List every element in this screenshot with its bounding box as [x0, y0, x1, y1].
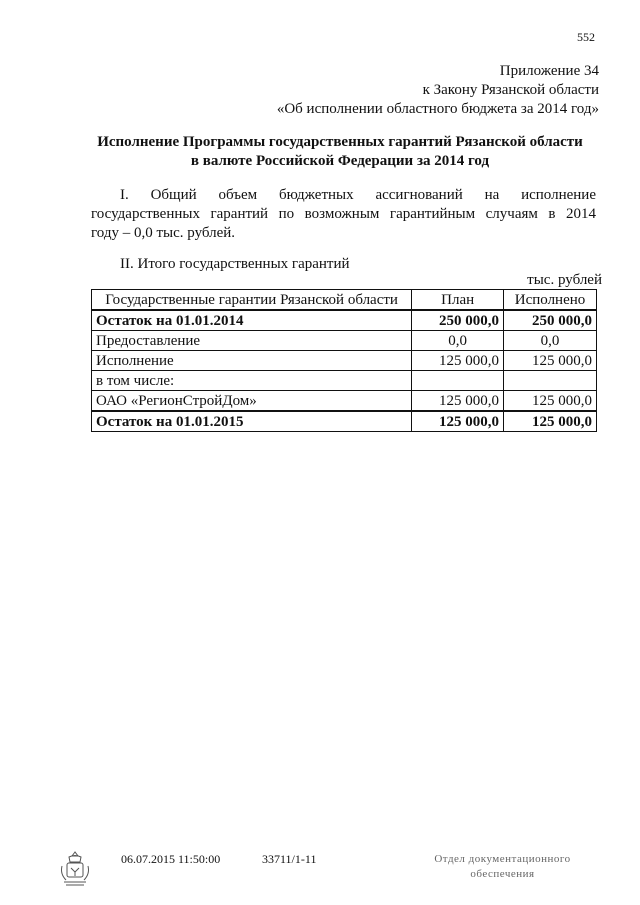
table-row: [92, 331, 597, 351]
plan-cell: 125 000,0: [412, 411, 504, 432]
section-1-word: ассигнований: [375, 187, 463, 203]
section-1-word: I.: [120, 187, 129, 203]
table-row: [92, 310, 597, 331]
done-cell: 250 000,0: [504, 310, 597, 331]
guarantees-table: [91, 289, 597, 432]
section-1-paragraph: [91, 186, 596, 243]
row-label: Остаток на 01.01.2015: [92, 411, 412, 432]
row-label: Остаток на 01.01.2014: [92, 310, 412, 331]
table-row: [92, 351, 597, 371]
coat-of-arms-icon: [58, 850, 92, 888]
table-row: [92, 411, 597, 432]
done-cell: [504, 371, 597, 391]
done-cell: 125 000,0: [504, 351, 597, 371]
footer-reg-number: 33711/1-11: [262, 852, 317, 866]
done-cell: 125 000,0: [504, 391, 597, 412]
section-1-word: Общий: [150, 187, 197, 203]
units-label: тыс. рублей: [527, 272, 602, 288]
section-1-word: на: [484, 187, 500, 203]
section-1-line-1: [91, 186, 596, 205]
table-row: [92, 371, 597, 391]
plan-cell: 0,0: [412, 331, 504, 351]
row-label: ОАО «РегионСтройДом»: [92, 391, 412, 412]
stamp-line-1: Отдел документационного: [434, 853, 571, 865]
department-stamp: [420, 852, 585, 882]
section-1-line-3: году – 0,0 тыс. рублей.: [91, 225, 236, 241]
done-cell: 0,0: [504, 331, 597, 351]
document-title: [60, 133, 620, 171]
header-cell: План: [412, 290, 504, 311]
appendix-line-1: Приложение 34: [499, 63, 599, 79]
plan-cell: 250 000,0: [412, 310, 504, 331]
page-number: 552: [577, 30, 595, 44]
plan-cell: [412, 371, 504, 391]
appendix-header: [277, 62, 599, 119]
done-cell: 125 000,0: [504, 411, 597, 432]
table-header-row: [92, 290, 597, 311]
footer-datetime: 06.07.2015 11:50:00: [121, 852, 221, 866]
title-line-2: в валюте Российской Федерации за 2014 год: [190, 153, 490, 169]
row-label: Предоставление: [92, 331, 412, 351]
title-line-1: Исполнение Программы государственных гарантий Рязанской области: [97, 134, 583, 150]
header-cell: Государственные гарантии Рязанской области: [92, 290, 412, 311]
stamp-line-2: обеспечения: [470, 868, 535, 880]
section-2-heading: II. Итого государственных гарантий: [120, 256, 350, 272]
section-1-line-2: государственных гарантий по возможным гарантийным случаям в 2014: [91, 206, 596, 222]
row-label: Исполнение: [92, 351, 412, 371]
section-1-word: бюджетных: [278, 187, 354, 203]
appendix-line-3: «Об исполнении областного бюджета за 2014 год»: [276, 101, 599, 117]
header-cell: Исполнено: [504, 290, 597, 311]
plan-cell: 125 000,0: [412, 351, 504, 371]
table-row: [92, 391, 597, 412]
plan-cell: 125 000,0: [412, 391, 504, 412]
section-1-word: объем: [218, 187, 258, 203]
row-label: в том числе:: [92, 371, 412, 391]
appendix-line-2: к Закону Рязанской области: [422, 82, 599, 98]
section-1-word: исполнение: [521, 187, 596, 203]
